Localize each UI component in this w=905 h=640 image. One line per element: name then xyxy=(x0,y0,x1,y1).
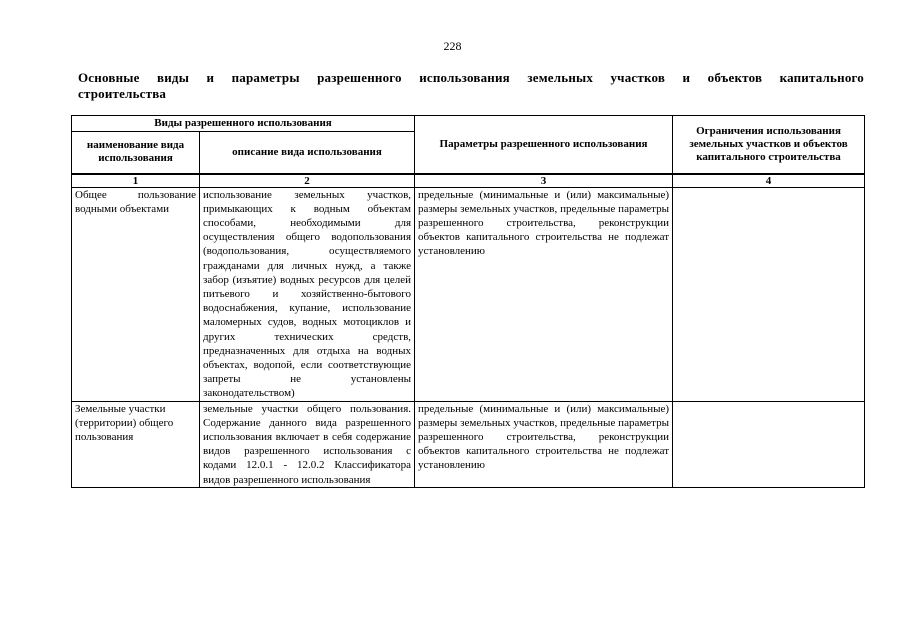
row-use-description: использование земельных участков, примыкающих к водным объектам способами, необходимыми для осуществления общего водопользования (водопользования, осуществляемого гражданами для личных нужд, а также забор (изъятие) водных ресурсов для целей питьевого и хозяйственно-бытового водоснабжения, купание, использование маломерных судов, водных мотоциклов и других технических средств, предназначенных для отдыха на водных объектах, водопой, если соответствующие запреты не установлены законодательством) xyxy=(200,187,415,401)
row-use-name: Земельные участки (территории) общего пользования xyxy=(72,401,200,487)
column-number-1: 1 xyxy=(72,174,200,188)
column-number-2: 2 xyxy=(200,174,415,188)
row-parameters: предельные (минимальные и (или) максимальные) размеры земельных участков, предельные параметры разрешенного строительства, реконструкции объектов капитального строительства не подлежат установлению xyxy=(415,187,673,401)
header-use-name: наименование вида использования xyxy=(72,132,200,174)
header-restrictions: Ограничения использования земельных участков и объектов капитального строительства xyxy=(673,116,865,174)
column-number-4: 4 xyxy=(673,174,865,188)
column-number-3: 3 xyxy=(415,174,673,188)
row-use-name: Общее пользование водными объектами xyxy=(72,187,200,401)
page-number: 228 xyxy=(443,39,462,53)
header-parameters: Параметры разрешенного использования xyxy=(415,116,673,174)
table-row xyxy=(72,187,865,401)
document-title: Основные виды и параметры разрешенного использования земельных участков и объектов капитального строительства xyxy=(78,70,864,101)
row-parameters: предельные (минимальные и (или) максимальные) размеры земельных участков, предельные параметры разрешенного строительства, реконструкции объектов капитального строительства не подлежат установлению xyxy=(415,401,673,487)
row-restrictions xyxy=(673,187,865,401)
table-row xyxy=(72,401,865,487)
land-use-table xyxy=(71,115,865,488)
column-number-row xyxy=(72,174,865,188)
row-restrictions xyxy=(673,401,865,487)
header-use-description: описание вида использования xyxy=(200,132,415,174)
row-use-description: земельные участки общего пользования. Содержание данного вида разрешенного использования включает в себя содержание видов разрешенного использования с кодами 12.0.1 - 12.0.2 Классификатора видов разрешенного использования xyxy=(200,401,415,487)
header-group-permitted-use: Виды разрешенного использования xyxy=(72,116,415,132)
